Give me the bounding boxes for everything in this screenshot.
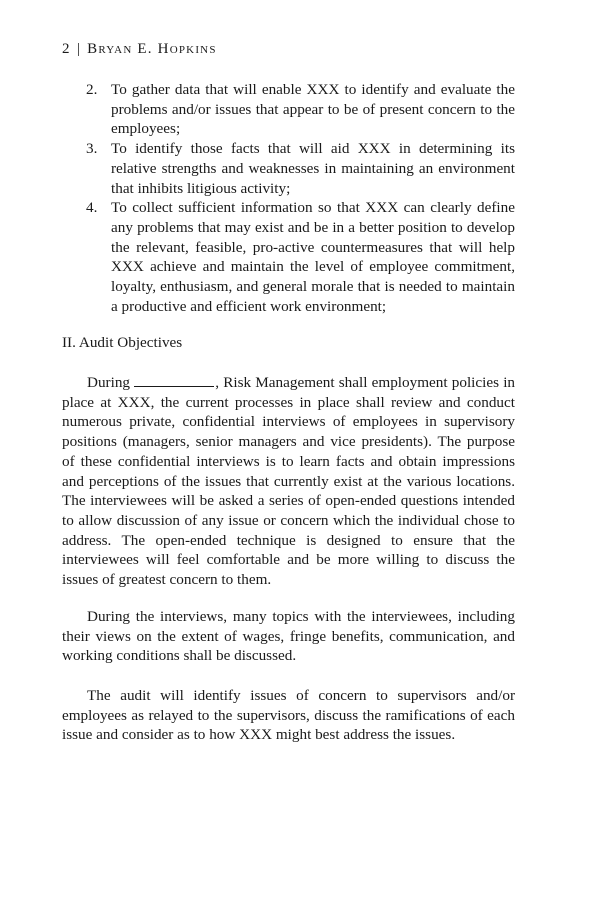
list-item (62, 139, 515, 198)
paragraph-lead: During (87, 374, 135, 391)
list-item-text: To collect sufficient information so that XXX can clearly define any problems that may exist and be in a better position to develop the relevant, feasible, pro-active countermeasures that will help XXX achieve and maintain the level of employee commitment, loyalty, enthusiasm, and general morale that is needed to maintain a productive and efficient work environment; (111, 199, 515, 315)
paragraph-audit-outcome: The audit will identify issues of concern to supervisors and/or employees as relayed to the supervisors, discuss the ramifications of each issue and consider as to how XXX might best address the issues. (62, 687, 515, 744)
list-item-number: 2. (86, 81, 98, 98)
list-item (62, 198, 515, 316)
section-heading: II. Audit Objectives (62, 334, 183, 351)
paragraph-interview-topics: During the interviews, many topics with the interviewees, including their views on the extent of wages, fringe benefits, communication, and working conditions shall be discussed. (62, 608, 515, 665)
paragraph-body: , Risk Management shall employment policies in place at XXX, the current processes in place shall review and conduct numerous private, confidential interviews of employees in supervisory positions (managers, senior managers and vice presidents). The purpose of these confidential interviews is to learn facts and obtain impressions and perceptions of the issues that currently exist at the various locations. The interviewees will be asked a series of open-ended questions intended to allow discussion of any issue or concern which the individual chose to address. The open-ended technique is designed to ensure that the interviewees will feel comfortable and be more willing to discuss the issues of greatest concern to them. (62, 374, 516, 589)
date-blank-line (134, 372, 214, 387)
list-item-number: 4. (86, 199, 98, 217)
header-author: Bryan E. Hopkins (87, 41, 217, 57)
list-item-number: 3. (86, 140, 98, 158)
list-item-text: To identify those facts that will aid XXX in determining its relative strengths and weaknesses in maintaining an environment that inhibits litigious activity; (111, 140, 515, 197)
page-number: 2 (62, 41, 70, 57)
purpose-list (62, 80, 515, 316)
paragraph-audit-method (62, 372, 515, 590)
running-header (62, 40, 217, 60)
header-separator: | (76, 41, 81, 57)
list-item (62, 80, 515, 139)
list-item-text: To gather data that will enable XXX to identify and evaluate the problems and/or issues that appear to be of present concern to the employees; (111, 81, 515, 138)
